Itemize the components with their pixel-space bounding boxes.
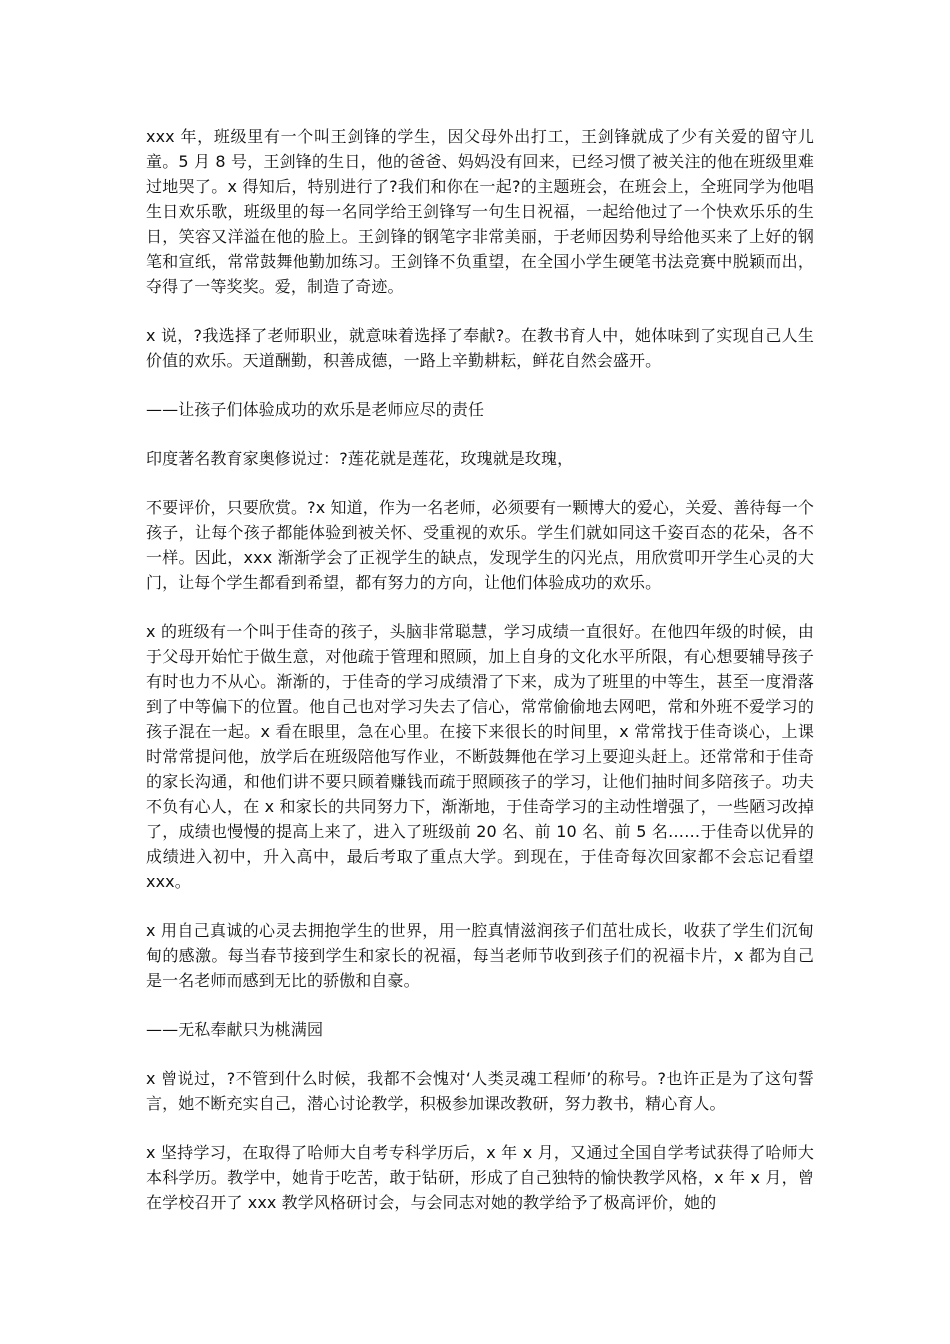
paragraph-dedication-quote: x 说，?我选择了老师职业，就意味着选择了奉献?。在教书育人中，她体味到了实现自己人生价值的欢乐。天道酬勤，积善成德，一路上辛勤耕耘，鲜花自然会盛开。 — [146, 326, 814, 370]
paragraph-continued-study: x 坚持学习，在取得了哈师大自考专科学历后，x 年 x 月，又通过全国自学考试获得了哈师大本科学历。教学中，她肯于吃苦，敢于钻研，形成了自己独特的愉快教学风格，x 年 x 月，曾在学校召开了 xxx 教学风格研讨会，与会同志对她的教学给予了极高评价，她的 — [146, 1143, 814, 1212]
paragraph-appreciation: 不要评价，只要欣赏。?x 知道，作为一名老师，必须要有一颗博大的爱心，关爱、善待每一个孩子，让每个孩子都能体验到被关怀、受重视的欢乐。学生们就如同这千姿百态的花朵，各不一样。因此，xxx 渐渐学会了正视学生的缺点，发现学生的闪光点，用欣赏叩开学生心灵的大门，让每个学生都看到希望，都有努力的方向，让他们体验成功的欢乐。 — [146, 498, 814, 592]
paragraph-yu-jiaqi-story: x 的班级有一个叫于佳奇的孩子，头脑非常聪慧，学习成绩一直很好。在他四年级的时候，由于父母开始忙于做生意，对他疏于管理和照顾，加上自身的文化水平所限，有心想要辅导孩子有时也力不从心。渐渐的，于佳奇的学习成绩滑了下来，成为了班里的中等生，甚至一度滑落到了中等偏下的位置。他自己也对学习失去了信心，常常偷偷地去网吧，常和外班不爱学习的孩子混在一起。x 看在眼里，急在心里。在接下来很长的时间里，x 常常找于佳奇谈心，上课时常常提问他，放学后在班级陪他写作业，不断鼓舞他在学习上要迎头赶上。还常常和于佳奇的家长沟通，和他们讲不要只顾着赚钱而疏于照顾孩子的学习，让他们抽时间多陪孩子。功夫不负有心人，在 x 和家长的共同努力下，渐渐地，于佳奇学习的主动性增强了，一些陋习改掉了，成绩也慢慢的提高上来了，进入了班级前 20 名、前 10 名、前 5 名……于佳奇以优异的成绩进入初中，升入高中，最后考取了重点大学。到现在，于佳奇每次回家都不会忘记看望 xxx。 — [146, 622, 814, 891]
paragraph-gratitude: x 用自己真诚的心灵去拥抱学生的世界，用一腔真情滋润孩子们茁壮成长，收获了学生们沉甸甸的感激。每当春节接到学生和家长的祝福，每当老师节收到孩子们的祝福卡片，x 都为自己是一名老师而感到无比的骄傲和自豪。 — [146, 921, 814, 990]
paragraph-birthday-story: xxx 年，班级里有一个叫王剑锋的学生，因父母外出打工，王剑锋就成了少有关爱的留守儿童。5 月 8 号，王剑锋的生日，他的爸爸、妈妈没有回来，已经习惯了被关注的他在班级里难过地哭了。x 得知后，特别进行了?我们和你在一起?的主题班会，在班会上，全班同学为他唱生日欢乐歌，班级里的每一名同学给王剑锋写一句生日祝福，一起给他过了一个快欢乐乐的生日，笑容又洋溢在他的脸上。王剑锋的钢笔字非常美丽，于老师因势利导给他买来了上好的钢笔和宣纸，常常鼓舞他勤加练习。王剑锋不负重望，在全国小学生硬笔书法竞赛中脱颖而出，夺得了一等奖奖。爱，制造了奇迹。 — [146, 127, 814, 296]
section-heading-selfless-dedication: ——无私奉献只为桃满园 — [146, 1020, 324, 1039]
paragraph-engineer-vow: x 曾说过，?不管到什么时候，我都不会愧对‘人类灵魂工程师’的称号。?也许正是为了这句誓言，她不断充实自己，潜心讨论教学，积极参加课改教研，努力教书，精心育人。 — [146, 1069, 814, 1113]
section-heading-success-joy: ——让孩子们体验成功的欢乐是老师应尽的责任 — [146, 400, 485, 419]
paragraph-osho-quote: 印度著名教育家奥修说过：?莲花就是莲花，玫瑰就是玫瑰， — [146, 449, 574, 468]
document-body — [146, 124, 814, 1239]
